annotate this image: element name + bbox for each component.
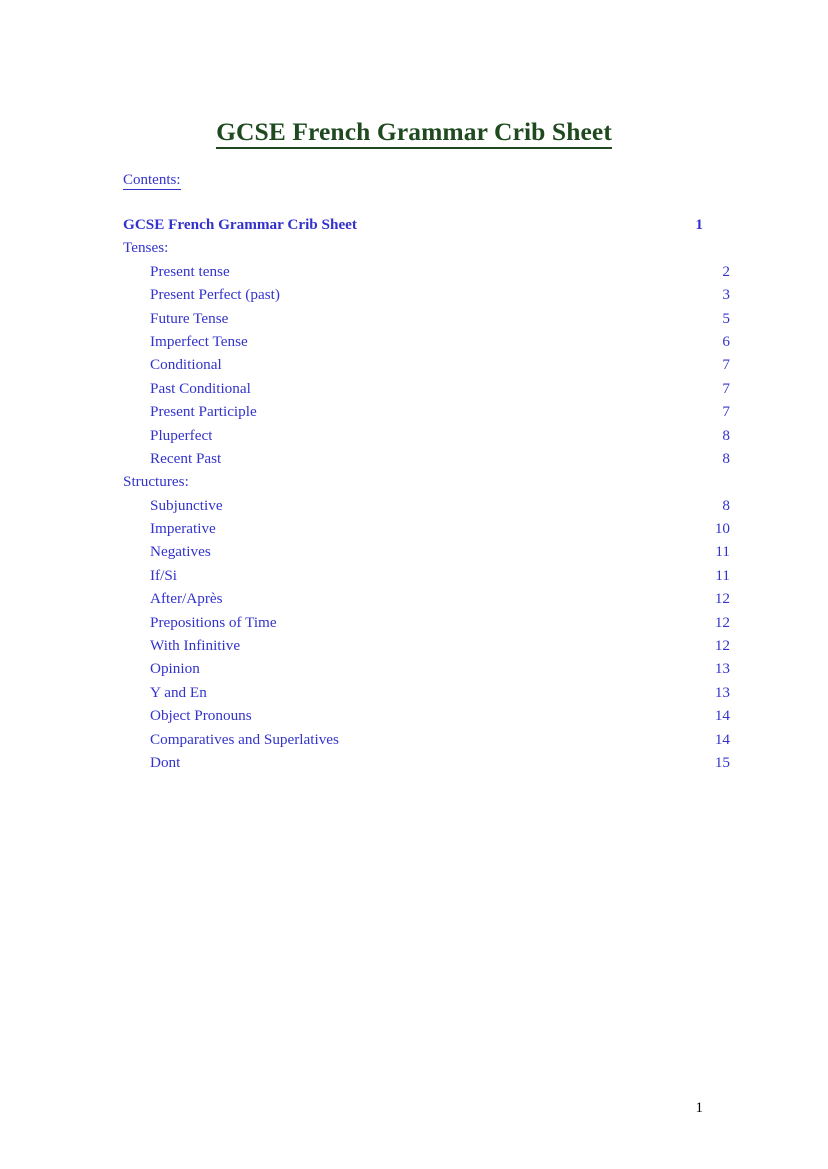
toc-entry[interactable] — [123, 587, 730, 610]
toc-entry[interactable] — [123, 634, 730, 657]
toc-entry-page-number: 6 — [722, 332, 730, 350]
toc-entry-label: Past Conditional — [150, 379, 251, 397]
toc-entry-label: Conditional — [150, 356, 222, 374]
toc-entry[interactable] — [123, 611, 730, 634]
toc-entry-label: Prepositions of Time — [150, 613, 277, 631]
toc-entry-label: With Infinitive — [150, 637, 241, 655]
toc-entry-label: Recent Past — [150, 449, 222, 467]
toc-entry-page-number: 13 — [714, 660, 730, 678]
toc-entry-label: Comparatives and Superlatives — [150, 730, 339, 748]
page-title — [0, 117, 828, 149]
footer-page-number: 1 — [695, 1100, 703, 1116]
toc-entry-page-number: 14 — [714, 730, 730, 748]
toc-entry-label: Imperfect Tense — [150, 332, 248, 350]
toc-entry-label: Structures: — [123, 473, 189, 491]
toc-entry[interactable] — [123, 424, 730, 447]
toc-entry-label: If/Si — [150, 566, 178, 584]
toc-entry[interactable] — [123, 470, 703, 493]
toc-entry-page-number: 7 — [722, 379, 730, 397]
toc-entry-label: Present Perfect (past) — [150, 286, 280, 304]
toc-entry-page-number: 10 — [714, 520, 730, 538]
contents-heading — [123, 171, 181, 190]
toc-entry-label: Present tense — [150, 262, 230, 280]
toc-entry[interactable] — [123, 564, 730, 587]
toc-entry-label: Subjunctive — [150, 496, 223, 514]
toc-entry-label: Object Pronouns — [150, 707, 252, 725]
toc-entry[interactable] — [123, 728, 730, 751]
table-of-contents — [123, 213, 730, 774]
page-footer — [0, 1100, 828, 1117]
toc-entry-label: Present Participle — [150, 403, 257, 421]
toc-entry[interactable] — [123, 447, 730, 470]
toc-entry[interactable] — [123, 213, 703, 236]
toc-entry[interactable] — [123, 517, 730, 540]
toc-entry-page-number: 8 — [722, 496, 730, 514]
toc-entry-label: GCSE French Grammar Crib Sheet — [123, 216, 357, 233]
toc-entry-page-number: 7 — [722, 403, 730, 421]
toc-entry-label: Y and En — [150, 683, 207, 701]
toc-entry[interactable] — [123, 681, 730, 704]
toc-entry[interactable] — [123, 704, 730, 727]
toc-entry-page-number: 8 — [722, 426, 730, 444]
toc-entry-page-number: 11 — [715, 543, 730, 561]
toc-entry-label: Tenses: — [123, 239, 169, 257]
contents-heading-text: Contents: — [123, 172, 181, 188]
toc-entry-label: Negatives — [150, 543, 211, 561]
toc-entry-page-number: 3 — [722, 286, 730, 304]
toc-entry[interactable] — [123, 751, 730, 774]
toc-entry[interactable] — [123, 236, 703, 259]
toc-entry-page-number: 11 — [715, 566, 730, 584]
toc-entry-page-number: 15 — [714, 753, 730, 771]
toc-entry[interactable] — [123, 353, 730, 376]
toc-entry[interactable] — [123, 283, 730, 306]
toc-entry[interactable] — [123, 540, 730, 563]
toc-entry-page-number: 8 — [722, 449, 730, 467]
toc-entry-label: After/Après — [150, 590, 223, 608]
toc-entry[interactable] — [123, 400, 730, 423]
toc-entry-page-number: 12 — [714, 590, 730, 608]
toc-entry-label: Opinion — [150, 660, 200, 678]
toc-entry[interactable] — [123, 494, 730, 517]
toc-entry-page-number: 2 — [722, 262, 730, 280]
toc-entry-page-number: 12 — [714, 613, 730, 631]
toc-entry[interactable] — [123, 657, 730, 680]
toc-entry-page-number: 13 — [714, 683, 730, 701]
toc-entry[interactable] — [123, 377, 730, 400]
toc-entry[interactable] — [123, 307, 730, 330]
page-title-text: GCSE French Grammar Crib Sheet — [216, 117, 612, 149]
toc-entry[interactable] — [123, 330, 730, 353]
toc-entry-label: Imperative — [150, 520, 216, 538]
toc-entry-label: Pluperfect — [150, 426, 213, 444]
toc-entry-page-number: 7 — [722, 356, 730, 374]
toc-entry[interactable] — [123, 260, 730, 283]
toc-entry-label: Dont — [150, 753, 181, 771]
toc-entry-page-number: 12 — [714, 637, 730, 655]
toc-entry-page-number: 14 — [714, 707, 730, 725]
toc-entry-page-number: 1 — [695, 216, 703, 233]
toc-entry-page-number: 5 — [722, 309, 730, 327]
toc-entry-label: Future Tense — [150, 309, 229, 327]
